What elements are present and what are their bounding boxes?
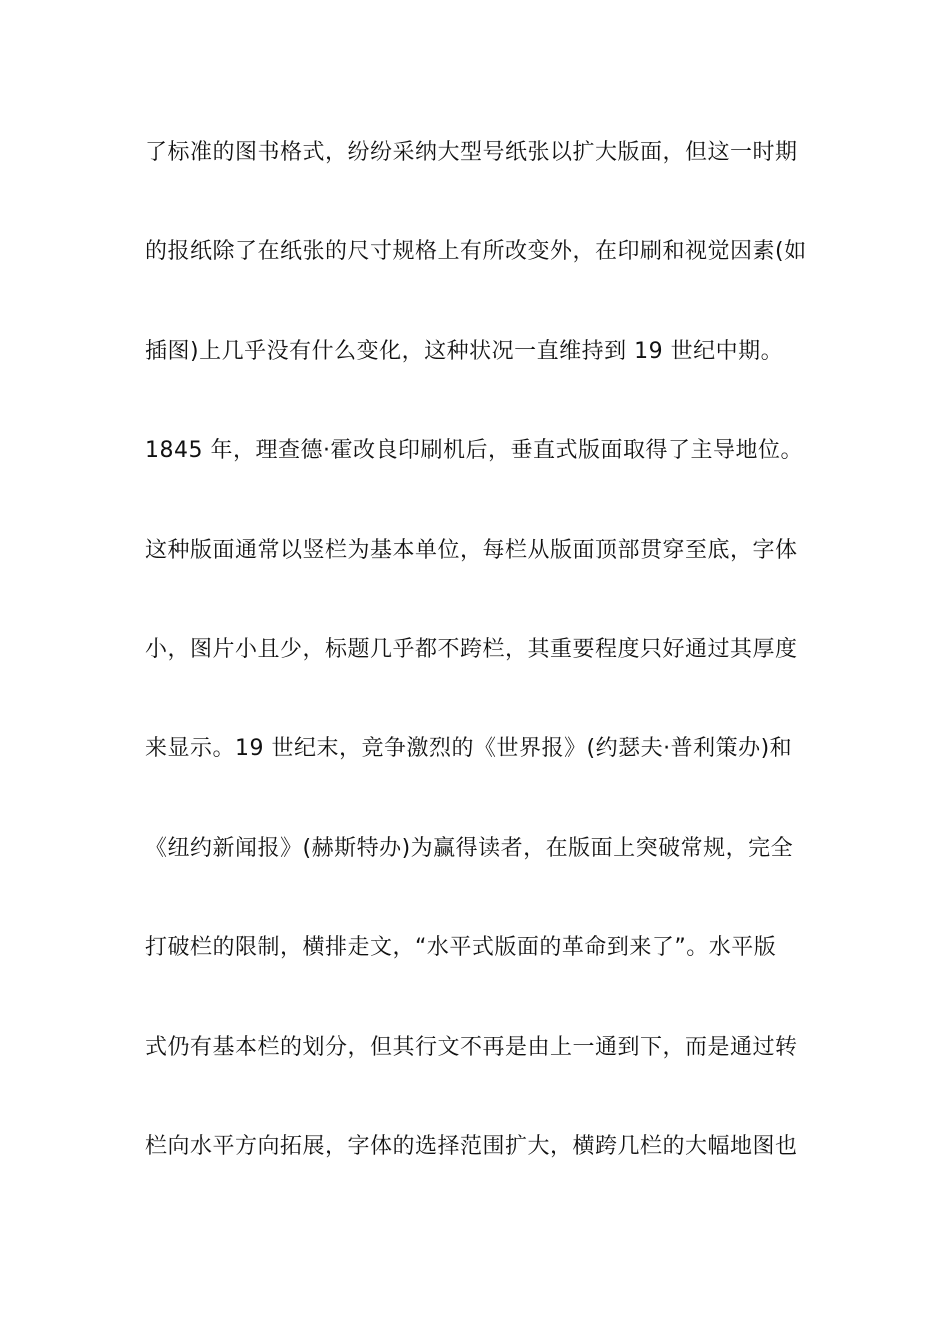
text-line: 打破栏的限制，横排走文，“水平式版面的革命到来了”。水平版 <box>145 935 777 961</box>
text-line: 小，图片小且少，标题几乎都不跨栏，其重要程度只好通过其厚度 <box>145 636 798 662</box>
text-line: 了标准的图书格式，纷纷采纳大型号纸张以扩大版面，但这一时期 <box>145 140 798 165</box>
text-line: 1845 年，理查德·霍改良印刷机后，垂直式版面取得了主导地位。 <box>145 438 803 464</box>
text-line: 《纽约新闻报》(赫斯特办)为赢得读者，在版面上突破常规，完全 <box>145 835 794 861</box>
text-line: 来显示。19 世纪末，竞争激烈的《世界报》(约瑟夫·普利策办)和 <box>145 736 793 762</box>
text-line: 的报纸除了在纸张的尺寸规格上有所改变外，在印刷和视觉因素(如 <box>145 239 807 265</box>
text-line: 栏向水平方向拓展，字体的选择范围扩大，横跨几栏的大幅地图也 <box>145 1133 798 1159</box>
text-line: 插图)上几乎没有什么变化，这种状况一直维持到 19 世纪中期。 <box>145 338 784 364</box>
body-text <box>145 127 825 1220</box>
text-line: 这种版面通常以竖栏为基本单位，每栏从版面顶部贯穿至底，字体 <box>145 537 798 563</box>
text-line: 式仍有基本栏的划分，但其行文不再是由上一通到下，而是通过转 <box>145 1034 798 1060</box>
